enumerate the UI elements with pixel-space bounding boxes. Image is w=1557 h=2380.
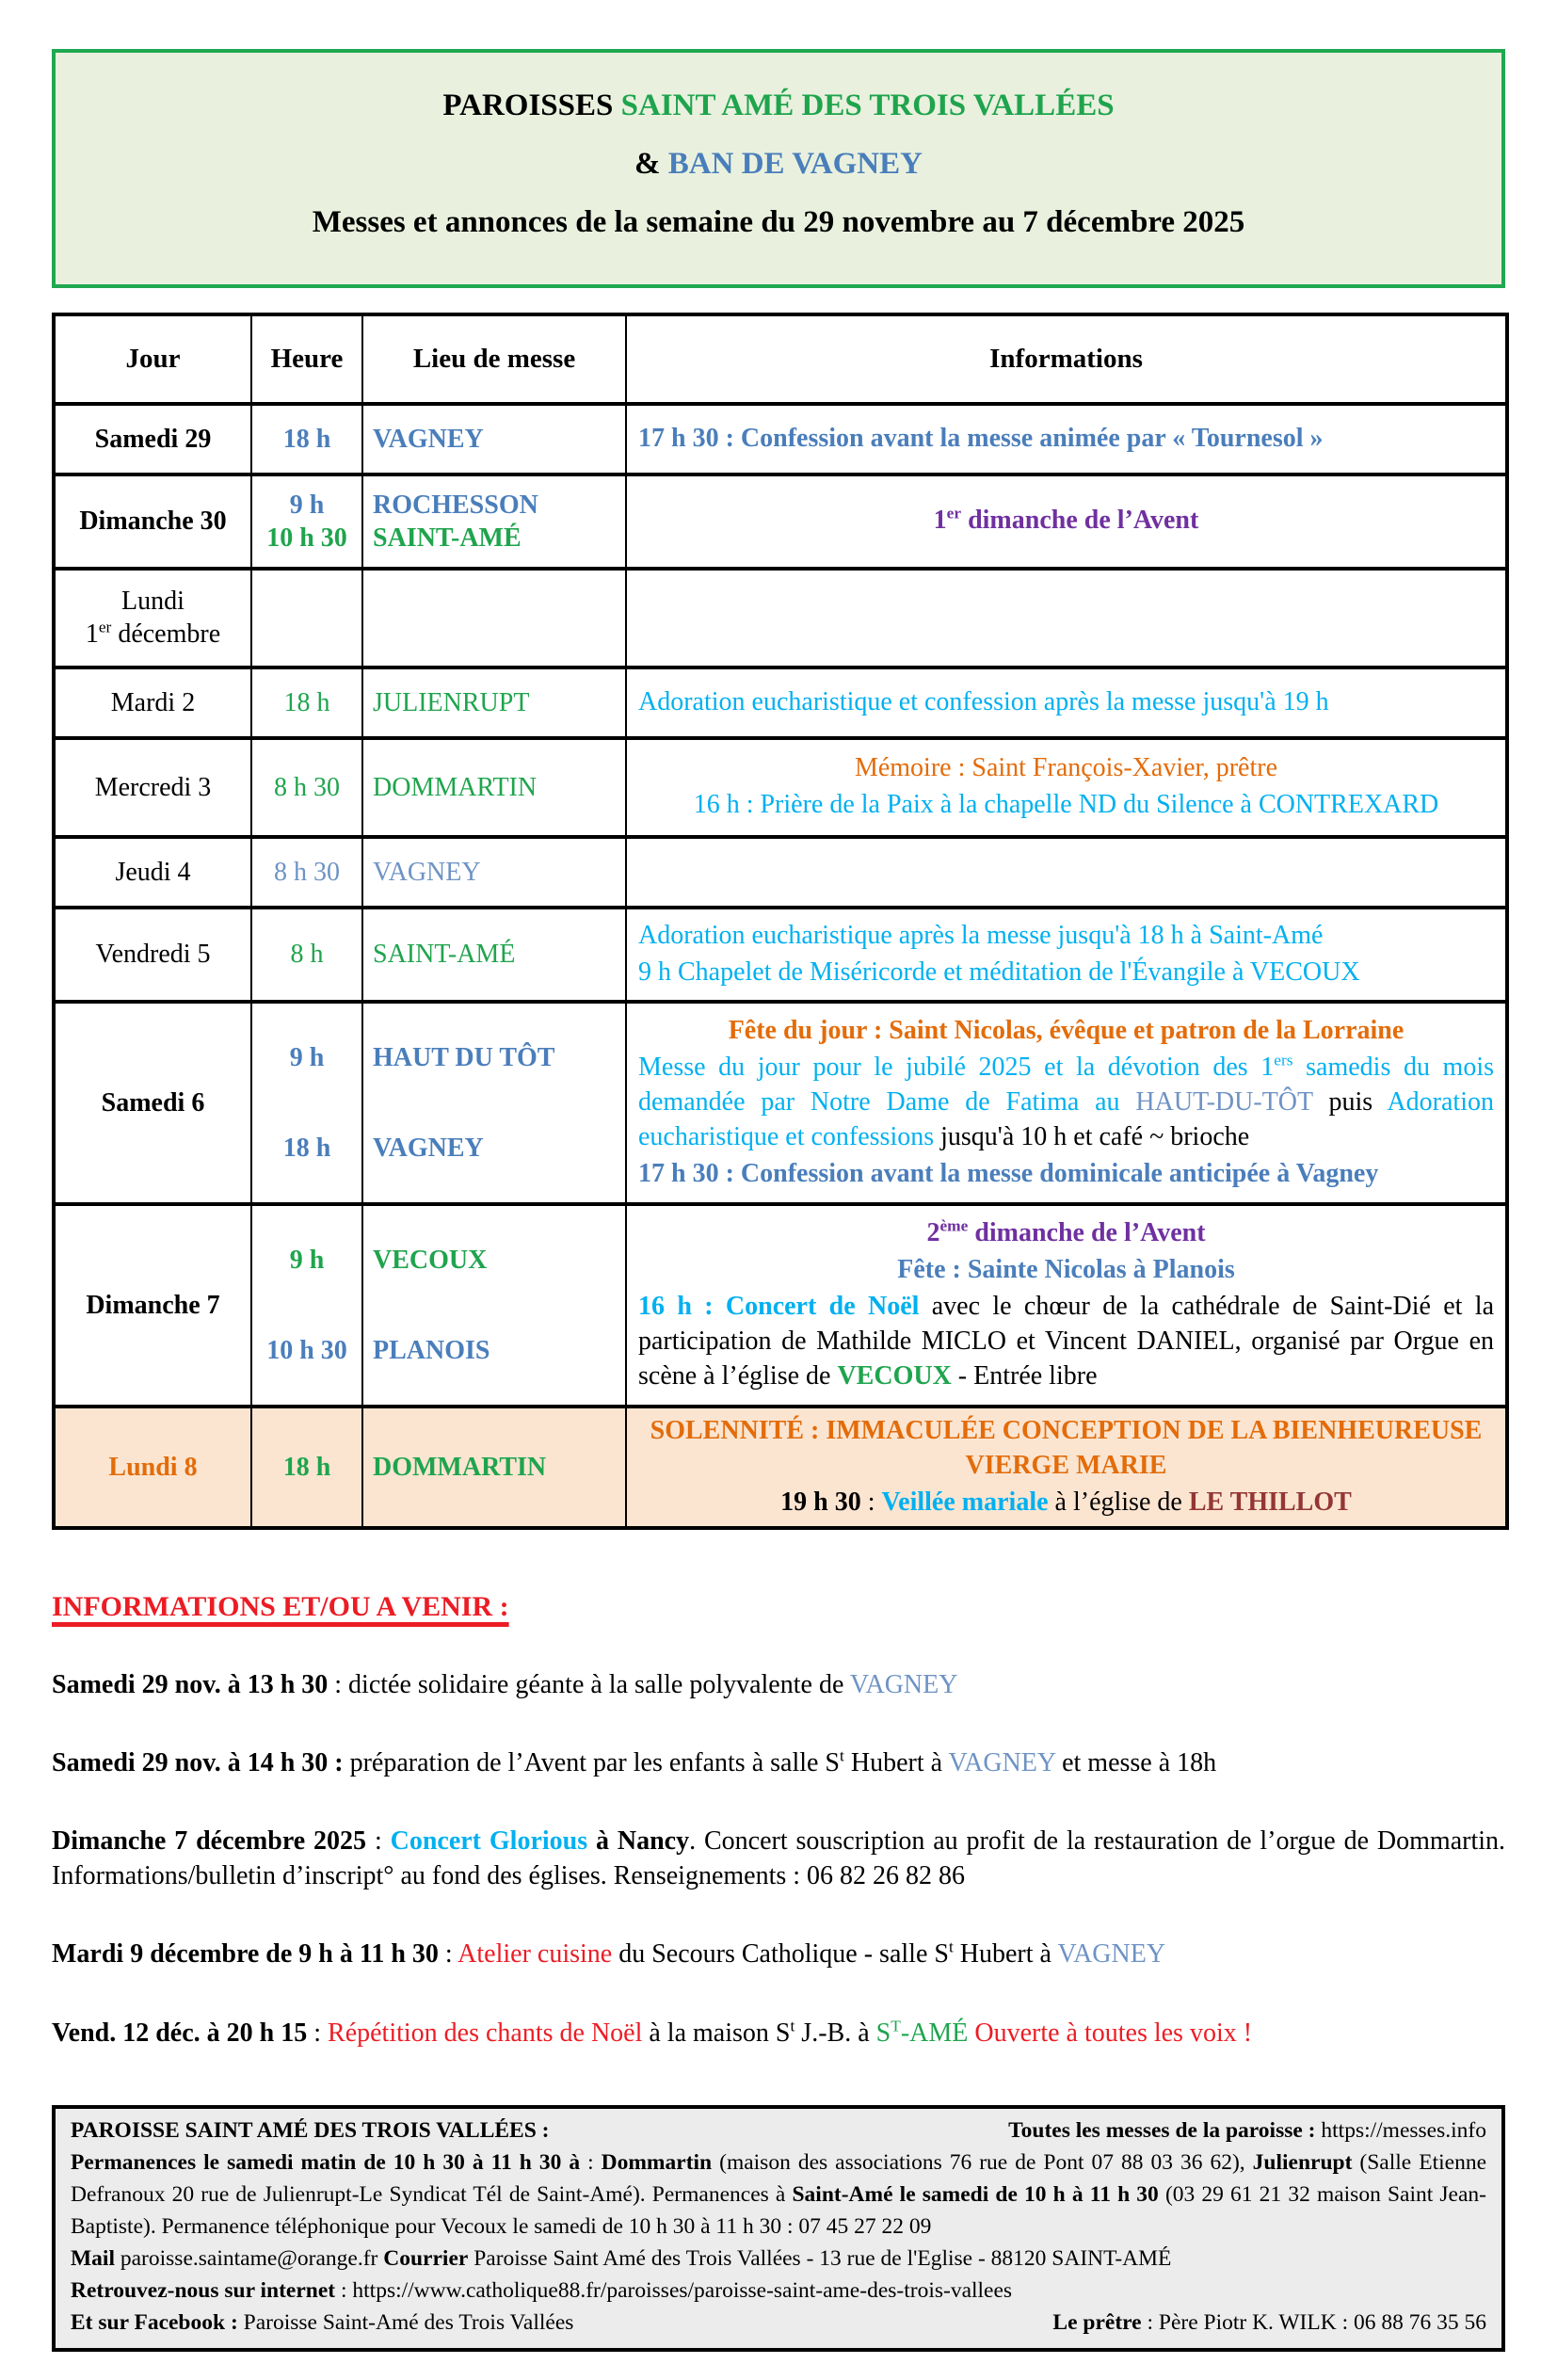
info-line [638, 956, 1494, 990]
text-segment: Mercredi 3 [94, 772, 212, 802]
text-segment: Atelier cuisine [457, 1939, 613, 1970]
text-segment: samedis du mois demandée par Notre Dame de Fatima au [638, 1052, 1494, 1117]
text-segment: Répétition des chants de Noël [328, 2018, 643, 2048]
cell-line [258, 423, 356, 456]
day-cell [54, 667, 251, 738]
text-segment: ers [1274, 1051, 1293, 1069]
cell-line [373, 1041, 619, 1074]
text-segment: LE THILLOT [1188, 1487, 1352, 1517]
col-header-lieu: Lieu de messe [362, 314, 626, 404]
text-segment: Mardi 9 décembre de 9 h à 11 h 30 [52, 1939, 439, 1970]
lieu-cell [362, 1002, 626, 1204]
text-segment: Mardi 2 [110, 687, 196, 717]
day-cell [54, 1002, 251, 1204]
mass-table [52, 313, 1509, 1530]
text-segment: puis [1312, 1086, 1388, 1117]
text-segment: Lundi 8 [108, 1452, 198, 1482]
info-line [638, 919, 1494, 954]
text-segment: Retrouvez-nous sur internet [71, 2278, 336, 2304]
cell-line [61, 856, 245, 889]
table-row [54, 837, 1507, 908]
text-segment: : Père Piotr K. WILK : 06 88 76 35 56 [1141, 2310, 1486, 2336]
text-segment: SOLENNITÉ : IMMACULÉE CONCEPTION DE LA BIENHEUREUSE VIERGE MARIE [650, 1415, 1483, 1480]
text-segment: dimanche de l’Avent [968, 1217, 1206, 1247]
text-segment: VAGNEY [373, 857, 481, 887]
heure-cell [251, 908, 362, 1002]
cell-line [61, 1451, 245, 1484]
text-segment: SAINT AMÉ DES TROIS VALLÉES [620, 88, 1115, 122]
text-segment: Mémoire : Saint François-Xavier, prêtre [854, 753, 1278, 783]
info-paragraph [52, 1746, 1505, 1780]
text-segment: VAGNEY [373, 424, 484, 454]
footer-masses-line [1008, 2115, 1486, 2147]
cell-line [61, 423, 245, 456]
info-line [638, 1414, 1494, 1484]
heure-cell [251, 474, 362, 569]
day-cell [54, 738, 251, 837]
cell-line [61, 1289, 245, 1322]
table-row [54, 569, 1507, 667]
text-segment: BAN DE VAGNEY [667, 146, 923, 181]
text-segment: t [790, 2017, 795, 2035]
text-segment: Fête du jour : Saint Nicolas, évêque et patron de la Lorraine [728, 1015, 1405, 1045]
text-segment: 10 h 30 [266, 523, 347, 553]
col-header-informations: Informations [626, 314, 1507, 404]
text-segment: - Entrée libre [951, 1360, 1098, 1391]
text-segment: Paroisse Saint Amé des Trois Vallées - 13 rue de l'Eglise - 88120 SAINT-AMÉ [468, 2246, 1172, 2272]
text-segment: Toutes les messes de la paroisse : [1008, 2118, 1316, 2144]
date-range-line [65, 205, 1492, 241]
text-segment: 17 h 30 : Confession avant la messe animée par « Tournesol » [638, 423, 1324, 453]
text-segment: Samedi 29 [94, 424, 212, 454]
lieu-cell [362, 908, 626, 1002]
text-segment: er [946, 505, 962, 523]
info-line [638, 1157, 1494, 1192]
text-segment: Dommartin [601, 2150, 713, 2176]
text-segment: SAINT-AMÉ [373, 523, 522, 553]
text-segment: (03 29 61 21 32 maison Saint Jean-Baptiste). Permanence téléphonique pour Vecoux le samedi de 10 h 30 à 11 h 30 : 07 45 27 22 09 [71, 2182, 1486, 2240]
text-segment: Adoration eucharistique et confessions [638, 1086, 1494, 1151]
link-text[interactable]: https://messes.info [1321, 2118, 1486, 2144]
text-segment: PAROISSE SAINT AMÉ DES TROIS VALLÉES : [71, 2118, 550, 2144]
cell-line [373, 856, 619, 889]
lieu-cell [362, 738, 626, 837]
text-segment: et messe à 18h [1055, 1748, 1217, 1778]
text-segment: SAINT-AMÉ [373, 940, 516, 970]
cell-line [258, 686, 356, 719]
info-section-heading [52, 1590, 1505, 1624]
text-segment: Concert Glorious [390, 1826, 588, 1857]
cell-line [258, 938, 356, 971]
info-cell [626, 1204, 1507, 1407]
info-line [638, 1051, 1494, 1155]
cell-line [258, 489, 356, 522]
text-segment: Courrier [383, 2246, 469, 2272]
text-segment: à l’église de [1048, 1487, 1189, 1517]
col-header-heure: Heure [251, 314, 362, 404]
text-segment: & [634, 146, 668, 181]
text-segment: Fête : Sainte Nicolas à Planois [897, 1254, 1235, 1284]
info-cell [626, 667, 1507, 738]
info-paragraph [52, 1938, 1505, 1971]
table-row [54, 1002, 1507, 1204]
info-line [638, 1216, 1494, 1251]
text-segment: VECOUX [373, 1246, 488, 1276]
text-segment: 9 h [289, 1043, 325, 1073]
lieu-cell [362, 404, 626, 474]
text-segment: J.-B. à [795, 2018, 876, 2048]
text-segment: Adoration eucharistique après la messe jusqu'à 18 h à Saint-Amé [638, 920, 1324, 950]
text-segment: T [891, 2017, 901, 2035]
table-row [54, 908, 1507, 1002]
info-line [638, 751, 1494, 786]
cell-line [258, 1041, 356, 1074]
cell-line [373, 1334, 619, 1367]
text-segment: VAGNEY [373, 1133, 484, 1163]
table-row [54, 667, 1507, 738]
text-segment: 16 h : Prière de la Paix à la chapelle ND du Silence à CONTREXARD [693, 790, 1439, 820]
day-cell [54, 908, 251, 1002]
heure-cell [251, 1407, 362, 1528]
info-cell [626, 837, 1507, 908]
text-segment: Adoration eucharistique et confession après la messe jusqu'à 19 h [638, 686, 1329, 716]
day-cell [54, 1204, 251, 1407]
table-row [54, 474, 1507, 569]
text-segment: décembre [111, 619, 221, 650]
text-segment: 8 h 30 [274, 772, 340, 802]
text-segment: Julienrupt [1252, 2150, 1353, 2176]
text-segment: jusqu'à 10 h et café ~ brioche [934, 1121, 1250, 1151]
info-paragraph [52, 1825, 1505, 1893]
table-row [54, 738, 1507, 837]
heure-cell [251, 738, 362, 837]
text-segment: Veillée mariale [881, 1487, 1049, 1517]
heure-cell [251, 569, 362, 667]
table-row [54, 1407, 1507, 1528]
cell-line [61, 618, 245, 651]
header-box [52, 49, 1505, 288]
text-segment: Samedi 29 nov. à 14 h 30 : [52, 1748, 344, 1778]
text-segment: (Salle Etienne Defranoux 20 rue de Julienrupt-Le Syndicat Tél de Saint-Amé). Permanences à [71, 2150, 1486, 2208]
day-cell [54, 837, 251, 908]
col-header-jour: Jour [54, 314, 251, 404]
info-cell [626, 908, 1507, 1002]
text-segment: VAGNEY [1057, 1939, 1166, 1970]
text-segment: DOMMARTIN [373, 1452, 547, 1482]
lieu-cell [362, 1407, 626, 1528]
info-line [638, 422, 1494, 457]
footer-box [52, 2105, 1505, 2352]
text-segment: dimanche de l’Avent [961, 506, 1199, 536]
text-segment: 9 h Chapelet de Miséricorde et méditation de l'Évangile à VECOUX [638, 957, 1360, 987]
text-segment: 9 h [289, 1246, 325, 1276]
cell-line [373, 522, 619, 555]
footer-parish-title [71, 2115, 550, 2147]
lieu-cell [362, 1204, 626, 1407]
text-segment: t [840, 1746, 844, 1765]
cell-line [258, 1244, 356, 1277]
text-segment: Le prêtre [1052, 2310, 1142, 2336]
text-segment: -AMÉ [900, 2018, 969, 2048]
page-subtitle [65, 147, 1492, 183]
text-segment: HAUT-DU-TÔT [1135, 1086, 1313, 1117]
info-section [52, 1590, 1505, 2050]
text-segment: 18 h [283, 687, 330, 717]
text-segment: . Concert souscription au profit de la restauration de l’orgue de Dommartin. Informations/bulletin d’inscript° au fond des églises. Renseignements : 06 82 26 82 86 [52, 1826, 1506, 1890]
text-segment: VAGNEY [849, 1669, 958, 1699]
info-cell [626, 1002, 1507, 1204]
info-line [638, 685, 1494, 720]
text-segment: Hubert à [843, 1748, 949, 1778]
cell-line [373, 489, 619, 522]
text-segment: INFORMATIONS ET/OU A VENIR : [52, 1590, 509, 1622]
text-segment: 19 h 30 [780, 1487, 861, 1517]
heure-cell [251, 837, 362, 908]
day-cell [54, 1407, 251, 1528]
text-segment: 1 [85, 619, 99, 650]
table-header-row [54, 314, 1507, 404]
text-segment: Dimanche 7 [86, 1290, 220, 1320]
info-cell [626, 569, 1507, 667]
info-line [638, 788, 1494, 823]
text-segment: er [98, 618, 112, 636]
text-segment: PLANOIS [373, 1335, 490, 1365]
text-segment: Dimanche 30 [79, 507, 227, 537]
text-segment: 8 h 30 [274, 857, 340, 887]
text-segment: Hubert à [953, 1939, 1058, 1970]
heure-cell [251, 667, 362, 738]
text-segment: avec le chœur de la cathédrale de Saint-Dié et la participation de Mathilde MICLO et Vincent DANIEL, organisé par Orgue en scène à l’église de [638, 1291, 1495, 1391]
lieu-cell [362, 569, 626, 667]
text-segment: VAGNEY [948, 1748, 1056, 1778]
text-segment: Et sur Facebook : [71, 2310, 238, 2336]
text-segment: préparation de l’Avent par les enfants à salle S [343, 1748, 841, 1778]
text-segment: 18 h [282, 424, 331, 454]
table-row [54, 1204, 1507, 1407]
text-segment: 10 h 30 [266, 1335, 347, 1365]
link-text[interactable]: https://www.catholique88.fr/paroisses/paroisse-saint-ame-des-trois-vallees [352, 2278, 1013, 2304]
text-segment: Ouverte à toutes les voix ! [974, 2018, 1253, 2048]
text-segment: ème [939, 1216, 969, 1235]
text-segment: Vend. 12 déc. à 20 h 15 [52, 2018, 308, 2048]
cell-line [373, 686, 619, 719]
text-segment: : [691, 1291, 726, 1321]
text-segment: à Nancy [587, 1826, 690, 1857]
cell-line [258, 1132, 356, 1165]
cell-line [373, 423, 619, 456]
info-cell [626, 1407, 1507, 1528]
footer-internet-line [71, 2275, 1486, 2307]
text-segment: Samedi 29 nov. à 13 h 30 [52, 1669, 329, 1699]
text-segment: Samedi 6 [101, 1087, 205, 1118]
cell-line [373, 1451, 619, 1484]
heure-cell [251, 404, 362, 474]
lieu-cell [362, 474, 626, 569]
text-segment: VECOUX [837, 1360, 952, 1391]
text-segment: 17 h 30 : Confession avant la messe dominicale anticipée à Vagney [638, 1158, 1379, 1188]
cell-line [61, 771, 245, 804]
text-segment: : [366, 1826, 391, 1857]
text-segment: t [948, 1938, 954, 1956]
table-row [54, 404, 1507, 474]
text-segment: : [860, 1487, 882, 1517]
lieu-cell [362, 667, 626, 738]
cell-line [61, 686, 245, 719]
footer-facebook-line [71, 2307, 573, 2339]
cell-line [258, 856, 356, 889]
cell-line [258, 522, 356, 555]
info-paragraph [52, 1668, 1505, 1702]
mass-table-body [54, 404, 1507, 1528]
info-line [638, 1253, 1494, 1288]
text-segment: : dictée solidaire géante à la salle polyvalente de [328, 1669, 850, 1699]
day-cell [54, 404, 251, 474]
footer-top-line [71, 2115, 1486, 2147]
text-segment: : [307, 2018, 329, 2048]
info-cell [626, 474, 1507, 569]
text-segment: 18 h [282, 1452, 331, 1482]
cell-line [258, 1451, 356, 1484]
text-segment: 16 h [638, 1291, 692, 1321]
cell-line [61, 938, 245, 971]
heure-cell [251, 1002, 362, 1204]
text-segment: S [875, 2018, 891, 2048]
day-cell [54, 474, 251, 569]
text-segment: Permanences le samedi matin de 10 h 30 à 11 h 30 à [71, 2150, 581, 2176]
day-cell [54, 569, 251, 667]
text-segment: 2 [926, 1217, 940, 1247]
info-line [638, 1486, 1494, 1520]
page-title [65, 88, 1492, 124]
text-segment: : [580, 2150, 602, 2176]
text-segment: HAUT DU TÔT [373, 1043, 555, 1073]
info-paragraph [52, 2017, 1505, 2050]
cell-line [61, 505, 245, 538]
cell-line [373, 1132, 619, 1165]
cell-line [373, 771, 619, 804]
text-segment: : [438, 1939, 458, 1970]
text-segment: Messes et annonces de la semaine du 29 novembre au 7 décembre 2025 [312, 204, 1245, 239]
text-segment: du Secours Catholique - salle S [612, 1939, 949, 1970]
text-segment: Mail [71, 2246, 115, 2272]
text-segment: JULIENRUPT [373, 687, 530, 717]
text-segment: Lundi [121, 587, 185, 617]
footer-mail-line [71, 2243, 1486, 2275]
footer-permanences [71, 2147, 1486, 2243]
text-segment: Vendredi 5 [95, 940, 211, 970]
cell-line [258, 1334, 356, 1367]
footer-pretre-line [1052, 2307, 1486, 2339]
footer-bottom-line [71, 2307, 1486, 2339]
text-segment: : [335, 2278, 353, 2304]
text-segment: ROCHESSON [373, 490, 538, 520]
text-segment: Concert de Noël [725, 1291, 920, 1321]
cell-line [258, 771, 356, 804]
text-segment: 8 h [290, 940, 324, 970]
text-segment: 18 h [282, 1133, 331, 1163]
text-segment: 9 h [289, 490, 325, 520]
cell-line [373, 1244, 619, 1277]
text-segment: Dimanche 7 décembre 2025 [52, 1826, 367, 1857]
info-line [638, 1290, 1494, 1394]
cell-line [61, 1086, 245, 1119]
text-segment: 1 [933, 506, 947, 536]
text-segment: Paroisse Saint-Amé des Trois Vallées [237, 2310, 574, 2336]
text-segment: DOMMARTIN [373, 772, 538, 802]
text-segment: Messe du jour pour le jubilé 2025 et la dévotion des 1 [638, 1052, 1275, 1082]
info-cell [626, 404, 1507, 474]
cell-line [373, 938, 619, 971]
info-line [638, 504, 1494, 539]
text-segment: à la maison S [642, 2018, 791, 2048]
text-segment: Jeudi 4 [115, 857, 191, 887]
text-segment: (maison des associations 76 rue de Pont 07 88 03 36 62), [712, 2150, 1253, 2176]
info-cell [626, 738, 1507, 837]
cell-line [61, 585, 245, 618]
lieu-cell [362, 837, 626, 908]
link-text[interactable]: paroisse.saintame@orange.fr [120, 2246, 378, 2272]
text-segment: PAROISSES [442, 88, 621, 122]
heure-cell [251, 1204, 362, 1407]
info-line [638, 1014, 1494, 1049]
text-segment: Saint-Amé le samedi de 10 h à 11 h 30 [792, 2182, 1159, 2208]
